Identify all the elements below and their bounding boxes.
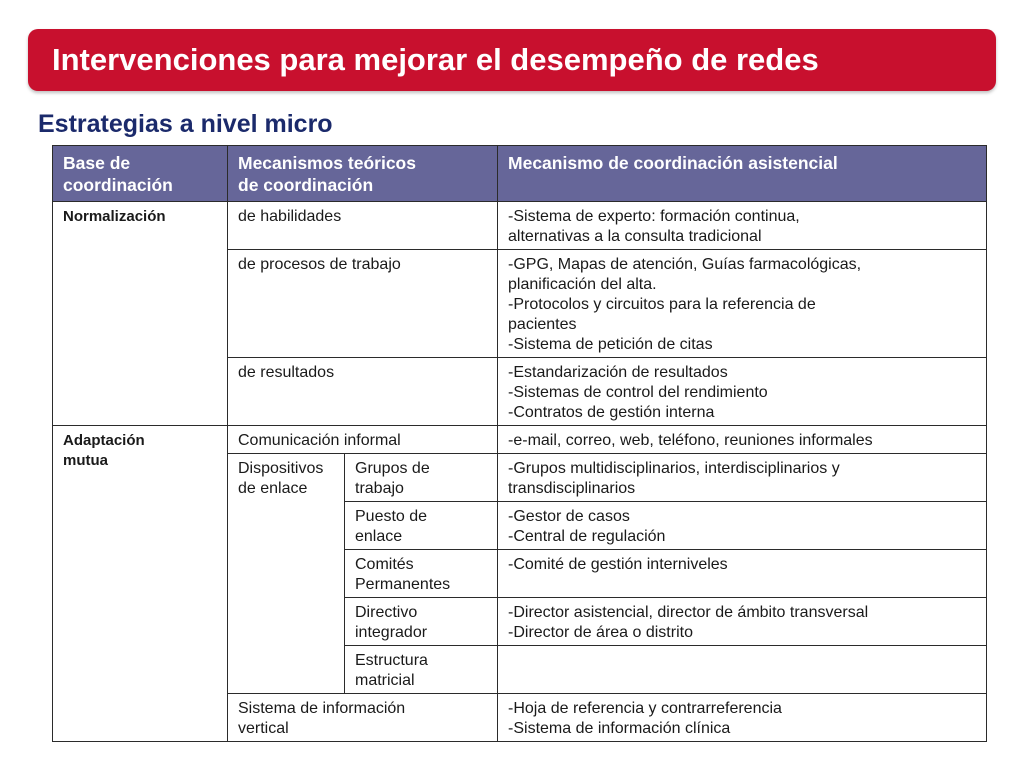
asistencial-cell: -Sistema de experto: formación continua, alternativas a la consulta tradicional [498,202,987,250]
coordination-table [52,145,987,742]
base-normalizacion: Normalización [53,202,228,426]
slide-title: Intervenciones para mejorar el desempeño de redes [52,42,819,77]
asistencial-cell: -Comité de gestión interniveles [498,550,987,598]
asistencial-cell: -Hoja de referencia y contrarreferencia -Sistema de información clínica [498,694,987,742]
asistencial-cell: -GPG, Mapas de atención, Guías farmacológicas, planificación del alta. -Protocolos y circuitos para la referencia de pacientes -Sistema de petición de citas [498,250,987,358]
table-row [53,426,987,454]
asistencial-cell: -Gestor de casos -Central de regulación [498,502,987,550]
mecanismo-cell: de procesos de trabajo [228,250,498,358]
sub-mecanismo-cell: Grupos de trabajo [345,454,498,502]
asistencial-cell: -e-mail, correo, web, teléfono, reuniones informales [498,426,987,454]
header-asistencial: Mecanismo de coordinación asistencial [498,146,987,202]
asistencial-cell [498,646,987,694]
sub-mecanismo-cell: Directivo integrador [345,598,498,646]
table-row [53,202,987,250]
slide-subtitle: Estrategias a nivel micro [38,110,333,138]
title-banner [28,29,996,91]
mecanismo-cell: Sistema de información vertical [228,694,498,742]
sub-mecanismo-cell: Puesto de enlace [345,502,498,550]
mecanismo-cell: de habilidades [228,202,498,250]
dispositivos-cell: Dispositivos de enlace [228,454,345,694]
asistencial-cell: -Director asistencial, director de ámbito transversal -Director de área o distrito [498,598,987,646]
table-header-row [53,146,987,202]
mecanismo-cell: de resultados [228,358,498,426]
sub-mecanismo-cell: Comités Permanentes [345,550,498,598]
asistencial-cell: -Estandarización de resultados -Sistemas de control del rendimiento -Contratos de gestión interna [498,358,987,426]
sub-mecanismo-cell: Estructura matricial [345,646,498,694]
header-teoricos: Mecanismos teóricos de coordinación [228,146,498,202]
asistencial-cell: -Grupos multidisciplinarios, interdisciplinarios y transdisciplinarios [498,454,987,502]
base-adaptacion: Adaptación mutua [53,426,228,742]
mecanismo-cell: Comunicación informal [228,426,498,454]
header-base: Base de coordinación [53,146,228,202]
